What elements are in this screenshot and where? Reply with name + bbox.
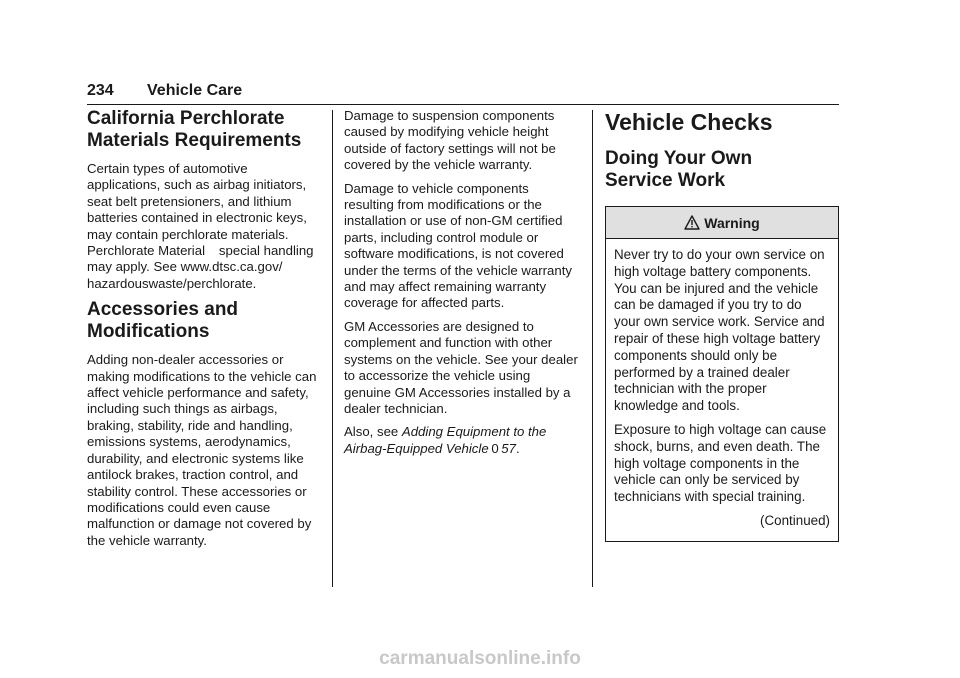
warning-triangle-icon xyxy=(684,215,700,230)
page-number: 234 xyxy=(87,82,114,99)
warning-paragraph-2: Exposure to high voltage can cause shock, burns, and even death. The high voltage components in the vehicle can only be serviced by technicians with special training. xyxy=(614,421,827,505)
page-ref-icon: 0 xyxy=(491,440,499,456)
paragraph-components: Damage to vehicle components resulting from modifications or the installation or use of non-GM certified parts, including control module or software modifications, is not covered under the terms of the vehicle warranty and may affect remaining warranty coverage for affected parts. xyxy=(344,180,572,311)
paragraph-perchlorate: Certain types of automotive applications, such as airbag initiators, seat belt pretensioners, and lithium batteries contained in electronic keys, may contain perchlorate materials. Perchlorate Material special handling may apply. See www.dtsc.ca.gov/ hazardouswaste/perchlorate. xyxy=(87,161,314,291)
column-2 xyxy=(344,108,580,464)
warning-box xyxy=(605,206,839,542)
warning-title: Warning xyxy=(704,214,760,231)
watermark: carmanualsonline.info xyxy=(379,648,581,669)
header-rule xyxy=(87,104,839,105)
warning-paragraph-1: Never try to do your own service on high voltage battery components. You can be injured and the vehicle can be damaged if you try to do your own service work. Service and repair of these high voltage battery components should only be performed by a trained dealer technician with the proper knowledge and tools. xyxy=(614,247,825,414)
paragraph-accessories: Adding non-dealer accessories or making modifications to the vehicle can affect vehicle performance and safety, including such things as airbags, braking, stability, ride and handling, emissions systems, aerodynamics, durability, and electronic systems like antilock brakes, traction control, and stability control. These accessories or modifications could even cause malfunction or damage not covered by the vehicle warranty. xyxy=(87,352,317,548)
column-3 xyxy=(605,108,839,542)
heading-accessories: Accessories and Modifications xyxy=(87,299,239,343)
warning-header xyxy=(606,207,838,239)
page-ref-number[interactable]: 57 xyxy=(501,440,516,456)
column-divider-1 xyxy=(332,110,333,587)
paragraph-also-see: Also, see Adding Equipment to the Airbag-Equipped Vehicle 0 57. xyxy=(344,424,547,456)
paragraph-suspension: Damage to suspension components caused by modifying vehicle height outside of factory settings will not be covered by the vehicle warranty. xyxy=(344,108,556,173)
heading-california-perchlorate: California Perchlorate Materials Requirements xyxy=(87,108,302,151)
warning-body xyxy=(606,239,838,541)
section-title: Vehicle Care xyxy=(147,82,243,99)
column-1 xyxy=(87,108,323,556)
heading-doing-your-own-service: Doing Your Own Service Work xyxy=(605,148,753,191)
cross-reference-link[interactable]: Adding Equipment to the Airbag-Equipped Vehicle xyxy=(344,424,547,456)
heading-vehicle-checks: Vehicle Checks xyxy=(605,109,773,135)
continued-label: (Continued) xyxy=(760,512,830,528)
paragraph-gm-accessories: GM Accessories are designed to complement and function with other systems on the vehicle. See your dealer to accessorize the vehicle using genuine GM Accessories installed by a dealer technician. xyxy=(344,318,578,416)
column-divider-2 xyxy=(592,110,593,587)
